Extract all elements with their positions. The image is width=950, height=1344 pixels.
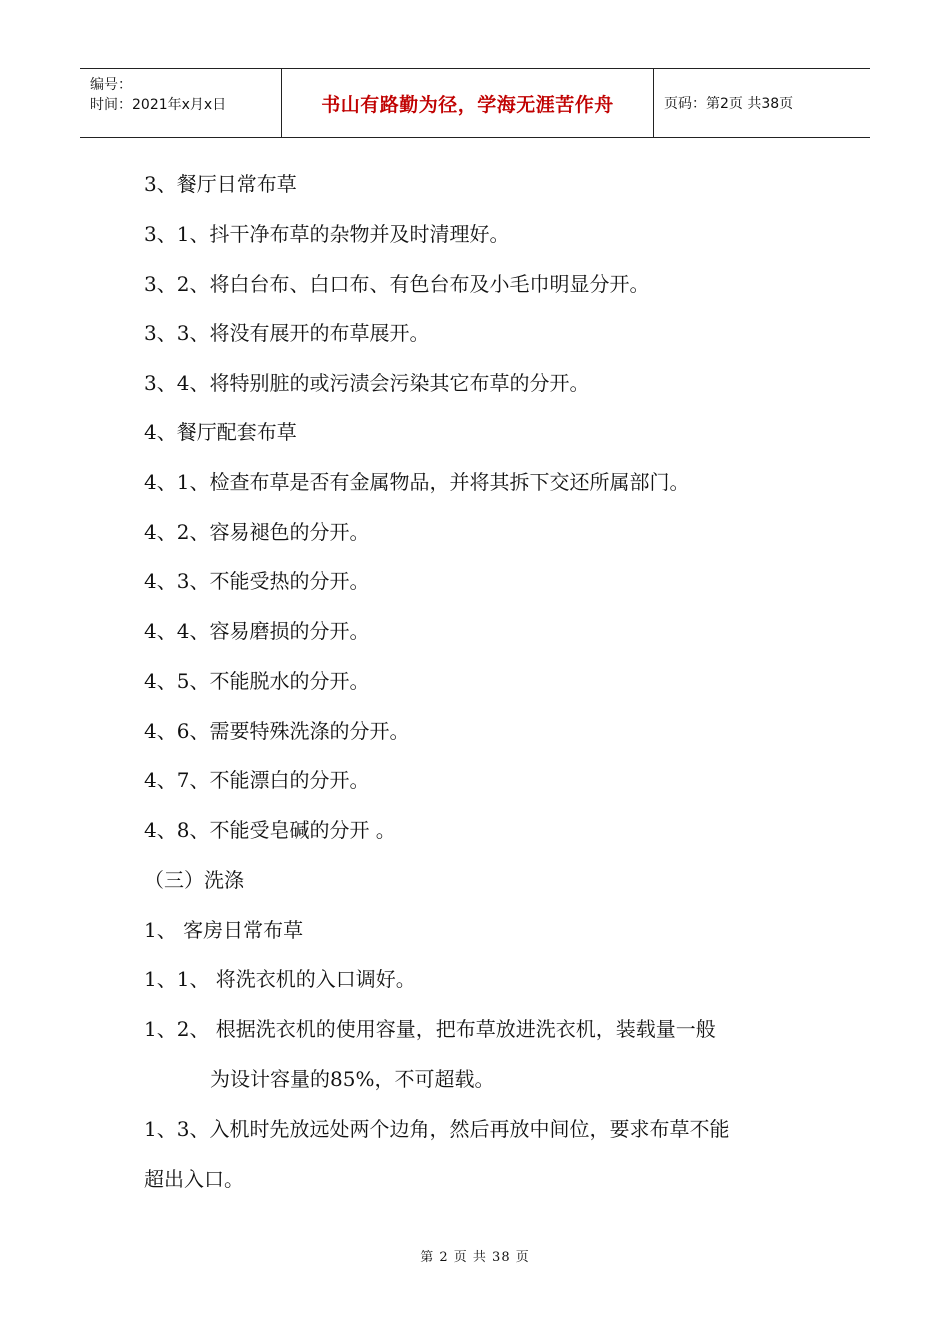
body-line: 3、3、将没有展开的布草展开。 [144, 321, 430, 345]
time-label: 时间：2021年x月x日 [90, 97, 227, 113]
header-page-info: 页码：第2页 共38页 [664, 96, 794, 112]
body-line: 1、3、入机时先放远处两个边角，然后再放中间位，要求布草不能 [144, 1117, 730, 1141]
body-line: 3、1、抖干净布草的杂物并及时清理好。 [144, 222, 510, 246]
body-line: 3、2、将白台布、白口布、有色台布及小毛巾明显分开。 [144, 272, 650, 296]
body-line: 1、1、 将洗衣机的入口调好。 [144, 967, 416, 991]
section-heading: （三）洗涤 [144, 868, 244, 892]
number-label: 编号： [90, 77, 132, 93]
body-line: 4、4、容易磨损的分开。 [144, 619, 370, 643]
body-line: 4、6、需要特殊洗涤的分开。 [144, 719, 410, 743]
header-motto: 书山有路勤为径，学海无涯苦作舟 [282, 69, 654, 137]
body-line-continued: 超出入口。 [144, 1167, 244, 1191]
header-meta [80, 69, 282, 137]
body-line: 4、5、不能脱水的分开。 [144, 669, 370, 693]
body-line: 3、餐厅日常布草 [144, 172, 297, 196]
page-header [80, 68, 870, 138]
body-line: 1、 客房日常布草 [144, 918, 304, 942]
body-line: 4、3、不能受热的分开。 [144, 569, 370, 593]
body-line: 4、餐厅配套布草 [144, 420, 297, 444]
body-line: 4、1、检查布草是否有金属物品，并将其拆下交还所属部门。 [144, 470, 690, 494]
body-line: 4、8、不能受皂碱的分开 。 [144, 818, 396, 842]
body-line: 4、2、容易褪色的分开。 [144, 520, 370, 544]
body-line: 4、7、不能漂白的分开。 [144, 768, 370, 792]
page-footer: 第 2 页 共 38 页 [420, 1250, 530, 1265]
body-line-continued: 为设计容量的85%，不可超载。 [210, 1067, 495, 1091]
body-line: 3、4、将特别脏的或污渍会污染其它布草的分开。 [144, 371, 590, 395]
body-line: 1、2、 根据洗衣机的使用容量，把布草放进洗衣机，装载量一般 [144, 1017, 716, 1041]
